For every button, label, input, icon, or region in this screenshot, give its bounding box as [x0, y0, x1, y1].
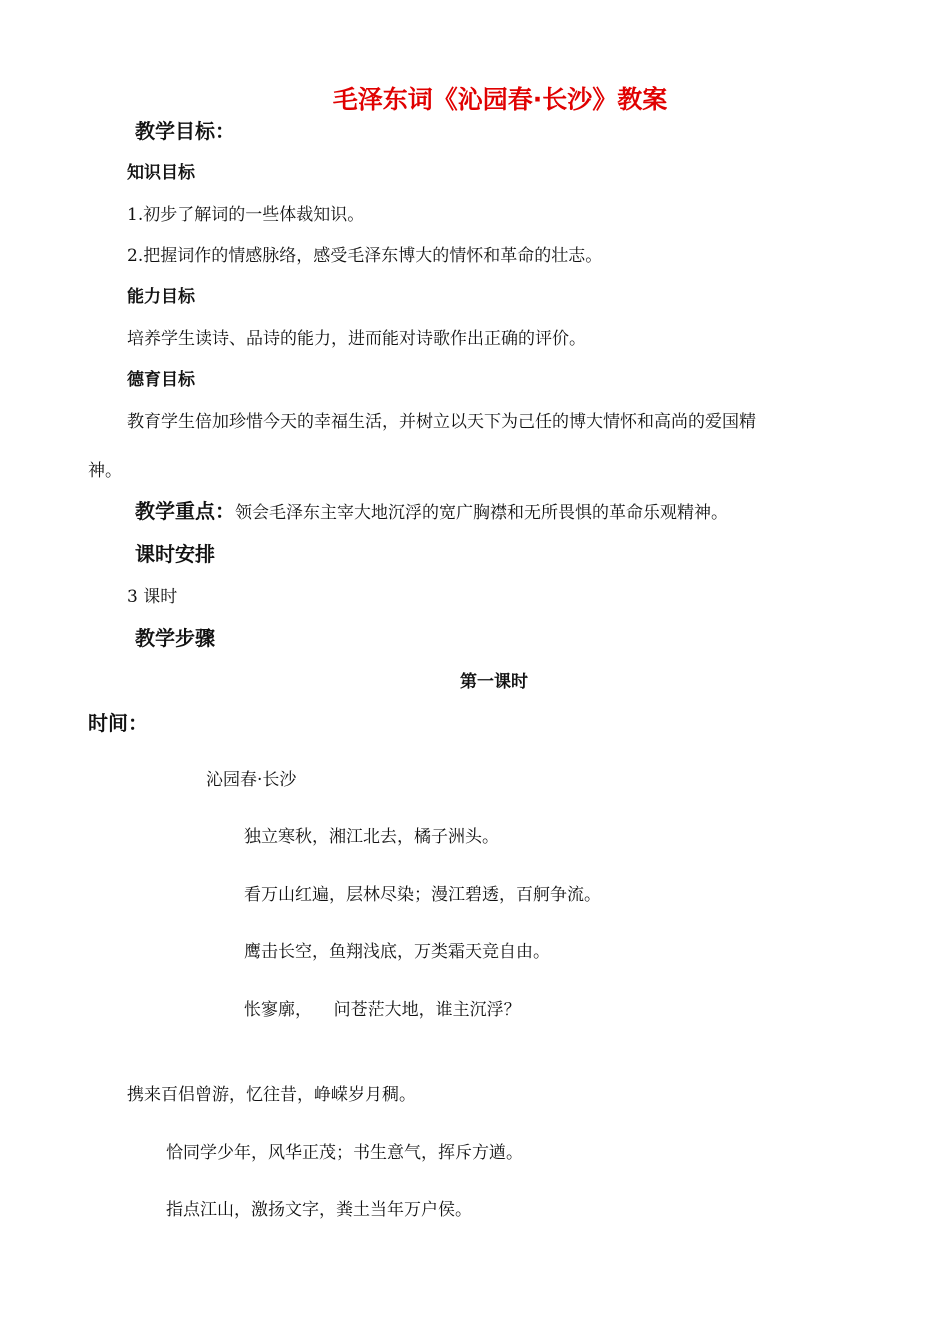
teaching-key-point [135, 495, 728, 524]
poem-line: 携来百侣曾游，忆往昔，峥嵘岁月稠。 [127, 1085, 416, 1105]
poem-line: 恰同学少年，风华正茂；书生意气，挥斥方遒。 [166, 1143, 523, 1163]
knowledge-item-2: 2.把握词作的情感脉络，感受毛泽东博大的情怀和革命的壮志。 [127, 246, 603, 266]
poem-line: 指点江山，激扬文字，粪土当年万户侯。 [166, 1200, 472, 1220]
document-title: 毛泽东词《沁园春·长沙》教案 [332, 85, 668, 114]
ability-goals-text: 培养学生读诗、品诗的能力，进而能对诗歌作出正确的评价。 [127, 329, 586, 349]
lesson-one-heading: 第一课时 [460, 672, 528, 692]
knowledge-goals-heading: 知识目标 [127, 163, 195, 183]
poem-line: 怅寥廓， 问苍茫大地，谁主沉浮？ [244, 1000, 521, 1020]
teaching-key-label: 教学重点： [135, 499, 235, 523]
knowledge-item-1: 1.初步了解词的一些体裁知识。 [127, 205, 365, 225]
poem-title: 沁园春·长沙 [206, 770, 297, 790]
moral-goals-text-line1: 教育学生倍加珍惜今天的幸福生活，并树立以天下为己任的博大情怀和高尚的爱国精 [127, 412, 756, 432]
teaching-goals-heading: 教学目标： [135, 119, 235, 143]
moral-goals-heading: 德育目标 [127, 370, 195, 390]
schedule-text: 3 课时 [127, 587, 178, 607]
teaching-key-text: 领会毛泽东主宰大地沉浮的宽广胸襟和无所畏惧的革命乐观精神。 [235, 503, 728, 523]
schedule-heading: 课时安排 [135, 542, 215, 566]
time-label: 时间： [88, 711, 148, 735]
teaching-steps-heading: 教学步骤 [135, 626, 215, 650]
ability-goals-heading: 能力目标 [127, 287, 195, 307]
poem-line: 看万山红遍，层林尽染；漫江碧透，百舸争流。 [244, 885, 601, 905]
poem-line: 独立寒秋，湘江北去，橘子洲头。 [244, 827, 499, 847]
moral-goals-text-line2: 神。 [88, 461, 122, 481]
poem-line: 鹰击长空，鱼翔浅底，万类霜天竞自由。 [244, 942, 550, 962]
